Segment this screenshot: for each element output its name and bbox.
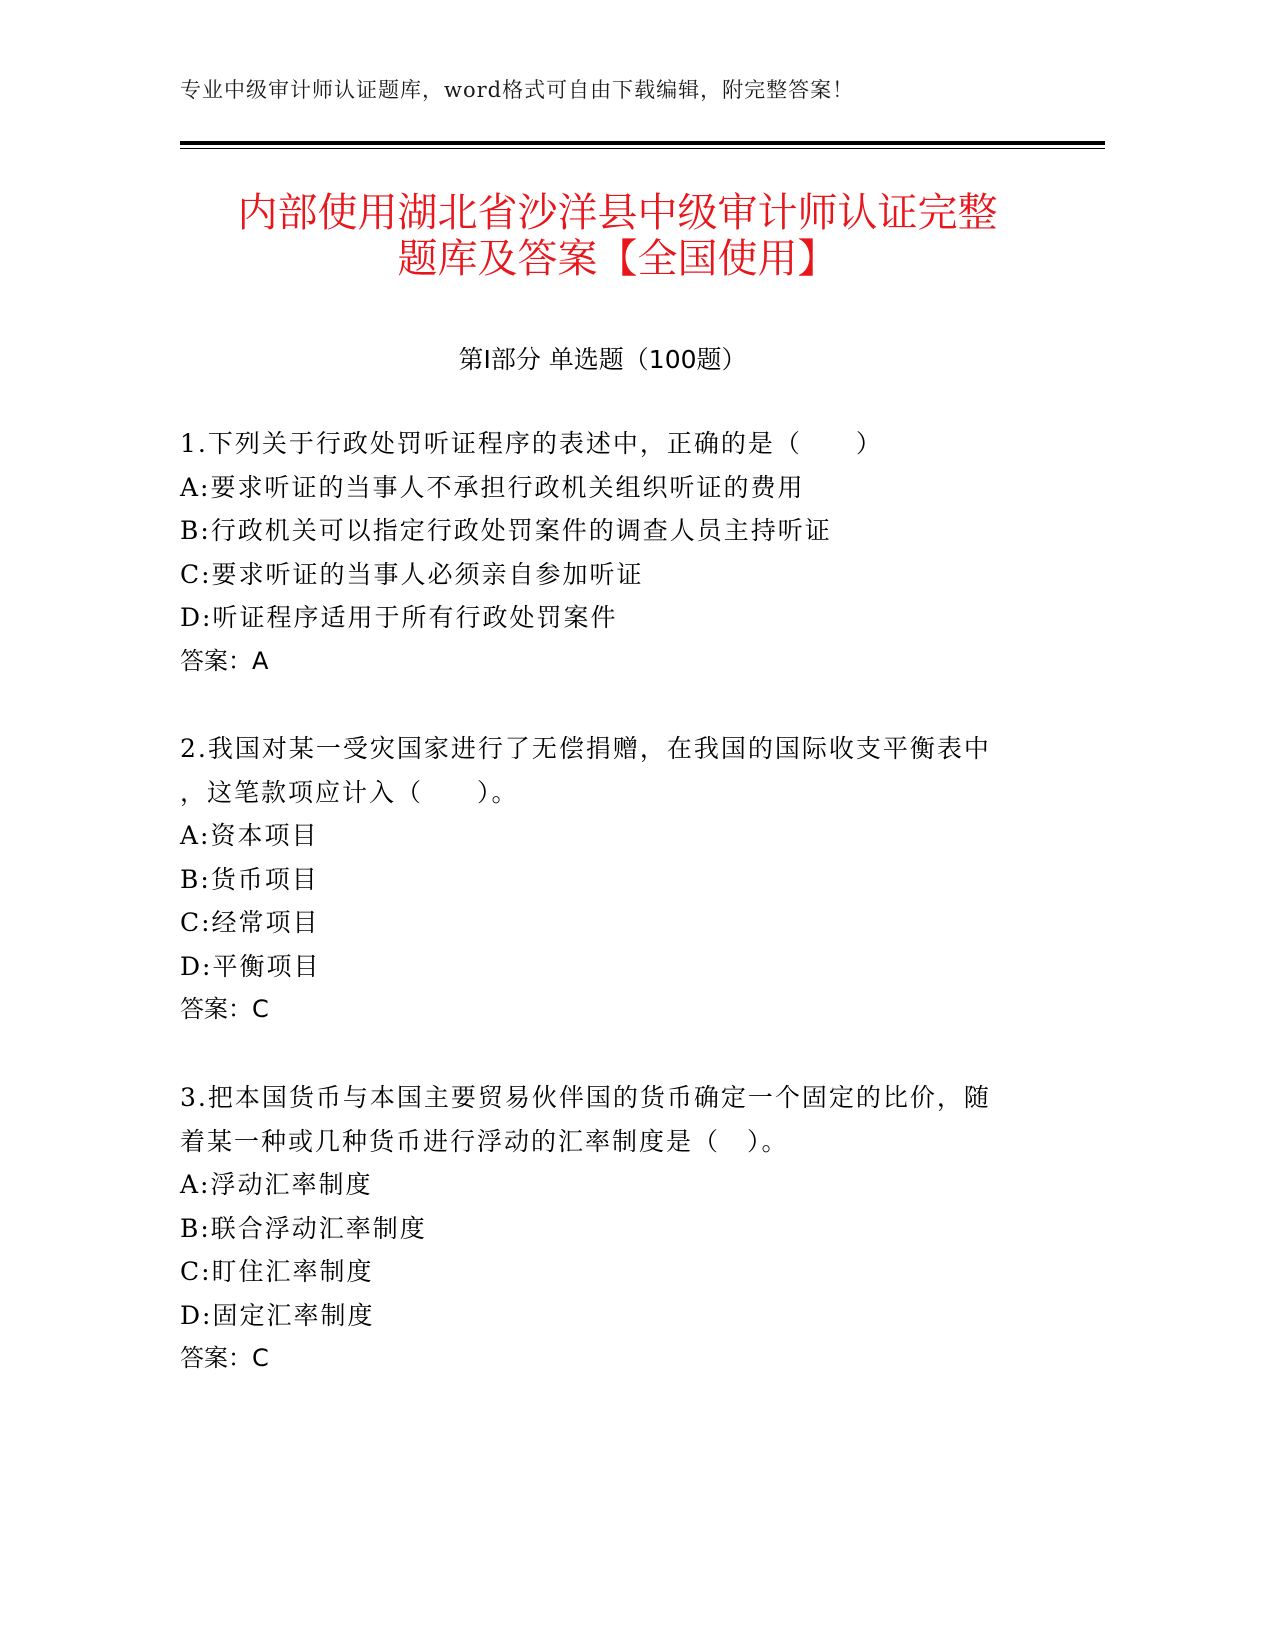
document-title-line-1: 内部使用湖北省沙洋县中级审计师认证完整 bbox=[237, 190, 998, 236]
answer: 答案：A bbox=[180, 646, 269, 675]
question-stem: 2.我国对某一受灾国家进行了无偿捐赠，在我国的国际收支平衡表中 bbox=[180, 734, 991, 763]
option-b: B:联合浮动汇率制度 bbox=[180, 1213, 427, 1243]
option-a: A:要求听证的当事人不承担行政机关组织听证的费用 bbox=[180, 472, 805, 502]
question-2 bbox=[180, 727, 1060, 1032]
option-c: C:经常项目 bbox=[180, 908, 320, 937]
option-d: D:平衡项目 bbox=[180, 951, 321, 981]
option-b: B:行政机关可以指定行政处罚案件的调查人员主持听证 bbox=[180, 516, 832, 545]
question-stem-continued: ，这笔款项应计入（ ）。 bbox=[180, 777, 519, 807]
option-a: A:浮动汇率制度 bbox=[180, 1170, 373, 1199]
option-d: D:听证程序适用于所有行政处罚案件 bbox=[180, 603, 618, 632]
option-c: C:要求听证的当事人必须亲自参加听证 bbox=[180, 559, 644, 589]
answer: 答案：C bbox=[180, 1344, 269, 1372]
question-stem: 1.下列关于行政处罚听证程序的表述中，正确的是（ ） bbox=[180, 429, 883, 458]
option-c: C:盯住汇率制度 bbox=[180, 1257, 374, 1286]
header-note: 专业中级审计师认证题库，word格式可自由下载编辑，附完整答案！ bbox=[180, 78, 855, 102]
answer: 答案：C bbox=[180, 995, 269, 1023]
header-rule-thick bbox=[180, 141, 1105, 145]
option-d: D:固定汇率制度 bbox=[180, 1300, 375, 1330]
question-stem: 3.把本国货币与本国主要贸易伙伴国的货币确定一个固定的比价，随 bbox=[180, 1083, 991, 1112]
question-1 bbox=[180, 422, 1060, 683]
document-title bbox=[160, 190, 1075, 282]
option-a: A:资本项目 bbox=[180, 821, 319, 850]
document-title-line-2: 题库及答案【全国使用】 bbox=[397, 236, 838, 282]
question-3 bbox=[180, 1076, 1060, 1381]
section-title: 第Ⅰ部分 单选题（100题） bbox=[458, 345, 747, 374]
option-b: B:货币项目 bbox=[180, 864, 319, 894]
header-rule-thin bbox=[180, 148, 1105, 149]
question-stem-continued: 着某一种或几种货币进行浮动的汇率制度是（ ）。 bbox=[180, 1126, 789, 1156]
